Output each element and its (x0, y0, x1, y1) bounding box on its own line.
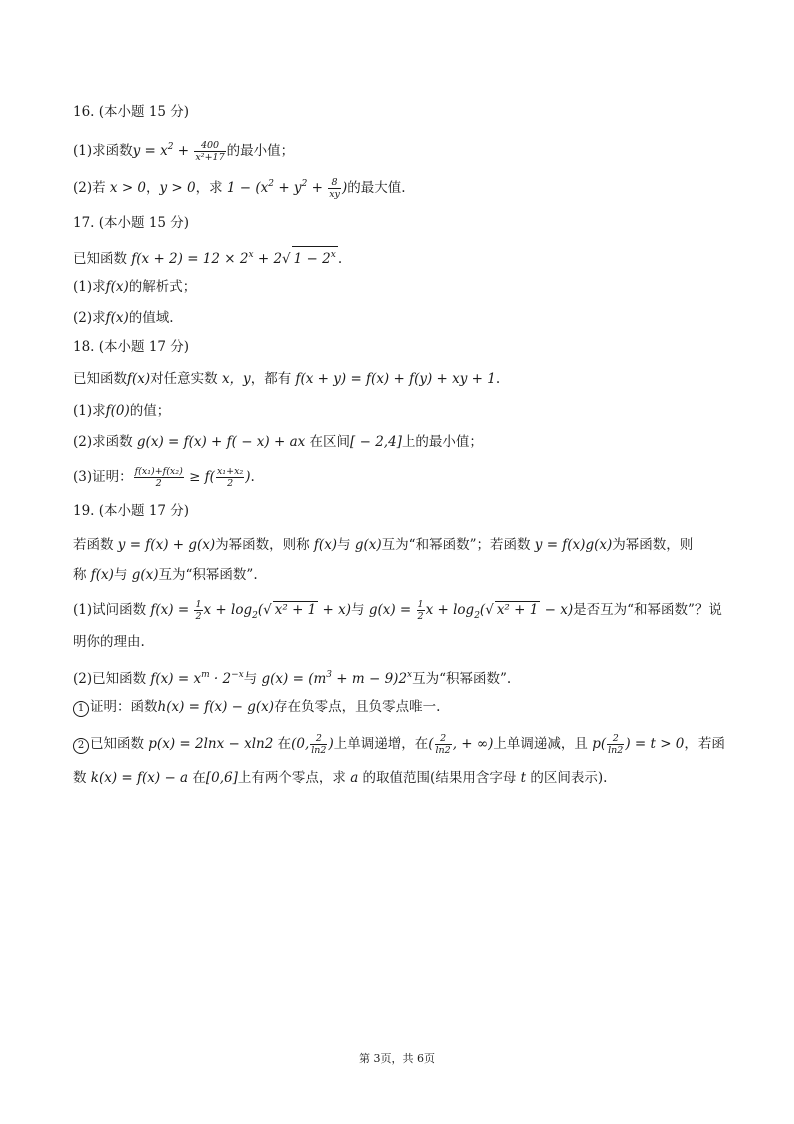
circled-number-1: 1 (73, 701, 89, 717)
q17-part1: (1)求f(x)的解析式； (73, 279, 197, 295)
q16-p1-formula: $y = x^2$ + $\frac{400}{\text{x²+17}}$ (132, 140, 225, 163)
q17-header: 17. (本小题 15 分) (73, 215, 190, 231)
circled-number-2: 2 (73, 738, 89, 754)
q18-part1: (1)求f(0)的值； (73, 403, 171, 419)
q19-intro-cont: 称 f(x)与 g(x)互为“积幂函数”. (73, 567, 258, 583)
q18-header: 18. (本小题 17 分) (73, 339, 190, 355)
q18-inequality: $\frac{\text{f(x₁)+f(x₂)}}{2}$ ≥ f( $\frac{\text{x₁+x₂}}{2}$ ) (134, 466, 251, 489)
q19-sub1: 1 证明：函数h(x) = f(x) − g(x)存在负零点，且负零点唯一. (73, 697, 440, 717)
q19-sub2: 2 已知函数 p(x) = 2lnx − xln2 在(0, $\frac{2}{\ln 2}$ )上单调递增，在( $\frac{2}{\ln 2}$ , + ∞)上单调递减，且 p( $\frac{2}{\ln 2}$ ) = t > 0，若函 (73, 733, 725, 756)
q16-part2: (2)若 x > 0，y > 0，求 $1 - (x^2 + y^2$ + $\frac{8}{xy}$ )的最大值. (73, 177, 406, 200)
q19-header: 19. (本小题 17 分) (73, 503, 190, 519)
q19-sub2-cont: 数 k(x) = f(x) − a 在[0,6]上有两个零点，求 a 的取值范围(结果用含字母 t 的区间表示). (73, 770, 608, 786)
q16-part1 (73, 137, 294, 163)
q16-p2-formula: $1 - (x^2 + y^2$ + $\frac{8}{xy}$ ) (222, 177, 348, 200)
q16-p1-suffix: 的最小值； (226, 143, 295, 159)
q19-intro: 若函数 y = f(x) + g(x)为幂函数，则称 f(x)与 g(x)互为“和幂函数”；若函数 y = f(x)g(x)为幂函数，则 (73, 537, 694, 553)
q17-formula: $f(x + 2) = 12 \times 2^x + 2√$ $1 - 2^x$ (127, 251, 338, 267)
q19-part2: (2)已知函数 $f(x) = x^m \cdot 2^{-x}$与 $g(x) = (m^3 + m - 9)2^x$互为“积幂函数”. (73, 670, 512, 687)
q19-part1-cont: 明你的理由. (73, 634, 145, 650)
q16-header: 16. (本小题 15 分) (73, 104, 190, 120)
q18-part3: (3)证明： $\frac{\text{f(x₁)+f(x₂)}}{2}$ ≥ f( $\frac{\text{x₁+x₂}}{2}$ ). (73, 466, 255, 489)
q17-given: 已知函数 $f(x + 2) = 12 \times 2^x + 2√$ $1 - 2^x$ . (73, 245, 342, 269)
q16-p1-prefix: (1)求函数 (73, 143, 133, 159)
q18-part2: (2)求函数 g(x) = f(x) + f( − x) + ax 在区间[ − 2,4]上的最小值； (73, 434, 483, 450)
q16-p2-prefix: (2)若 (73, 180, 106, 196)
q18-given: 已知函数f(x)对任意实数 x，y，都有 f(x + y) = f(x) + f(y) + xy + 1. (73, 371, 501, 387)
page-footer: 第 3页，共 6页 (359, 1052, 435, 1065)
q18-formula: f(x + y) = f(x) + f(y) + xy + 1 (291, 371, 496, 387)
q17-part2: (2)求f(x)的值域. (73, 310, 174, 326)
q19-part1: (1)试问函数 f(x) = $\frac{1}{2}$ $x + \log_2(√$ x² + 1 + x)与 g(x) = $\frac{1}{2}$ $x + \log_2(√$ x² + 1 − x)是否互为“和幂函数”？说 (73, 599, 722, 622)
